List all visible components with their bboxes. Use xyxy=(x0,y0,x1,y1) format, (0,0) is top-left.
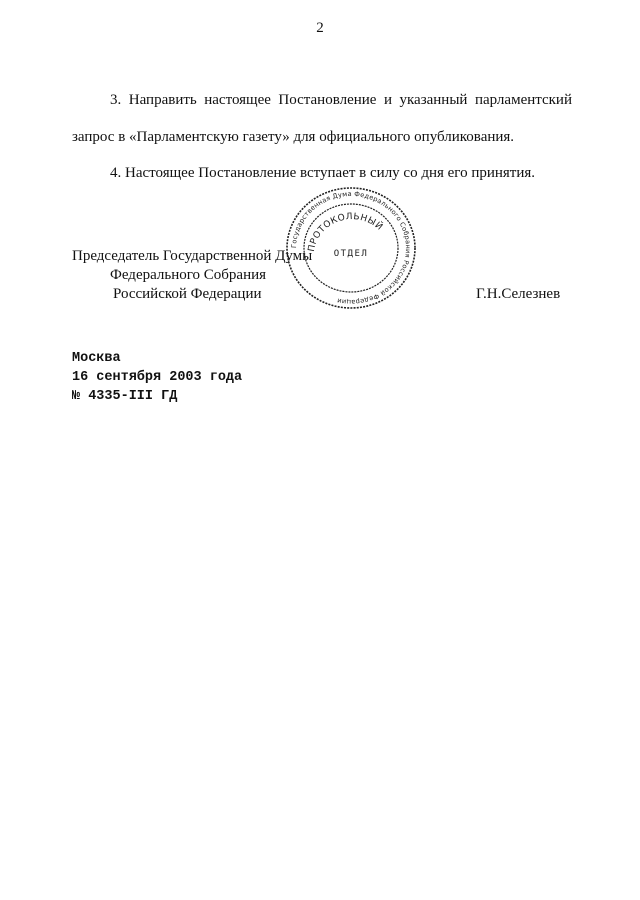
stamp-inner-text: ПРОТОКОЛЬНЫЙ xyxy=(306,211,385,253)
stamp-center-text: ОТДЕЛ xyxy=(333,249,369,259)
footer-date: 16 сентября 2003 года xyxy=(72,370,243,385)
paragraph-3-line-1: 3. Направить настоящее Постановление и указанный парламентский xyxy=(110,92,572,108)
signer-title-line-1: Председатель Государственной Думы xyxy=(72,248,313,264)
footer-city: Москва xyxy=(72,351,121,366)
paragraph-4: 4. Настоящее Постановление вступает в силу со дня его принятия. xyxy=(110,165,536,181)
signer-title-line-2: Федерального Собрания xyxy=(110,267,267,283)
footer-document-number: № 4335-III ГД xyxy=(72,389,178,404)
stamp-outer-text: Государственная Дума Федерального Собрания Российской Федерации xyxy=(289,189,413,307)
official-stamp xyxy=(284,186,418,310)
signer-title-line-3: Российской Федерации xyxy=(113,286,262,302)
paragraph-3-line-2: запрос в «Парламентскую газету» для официального опубликования. xyxy=(72,129,515,145)
signer-name: Г.Н.Селезнев xyxy=(476,286,561,302)
page-number: 2 xyxy=(316,20,324,36)
